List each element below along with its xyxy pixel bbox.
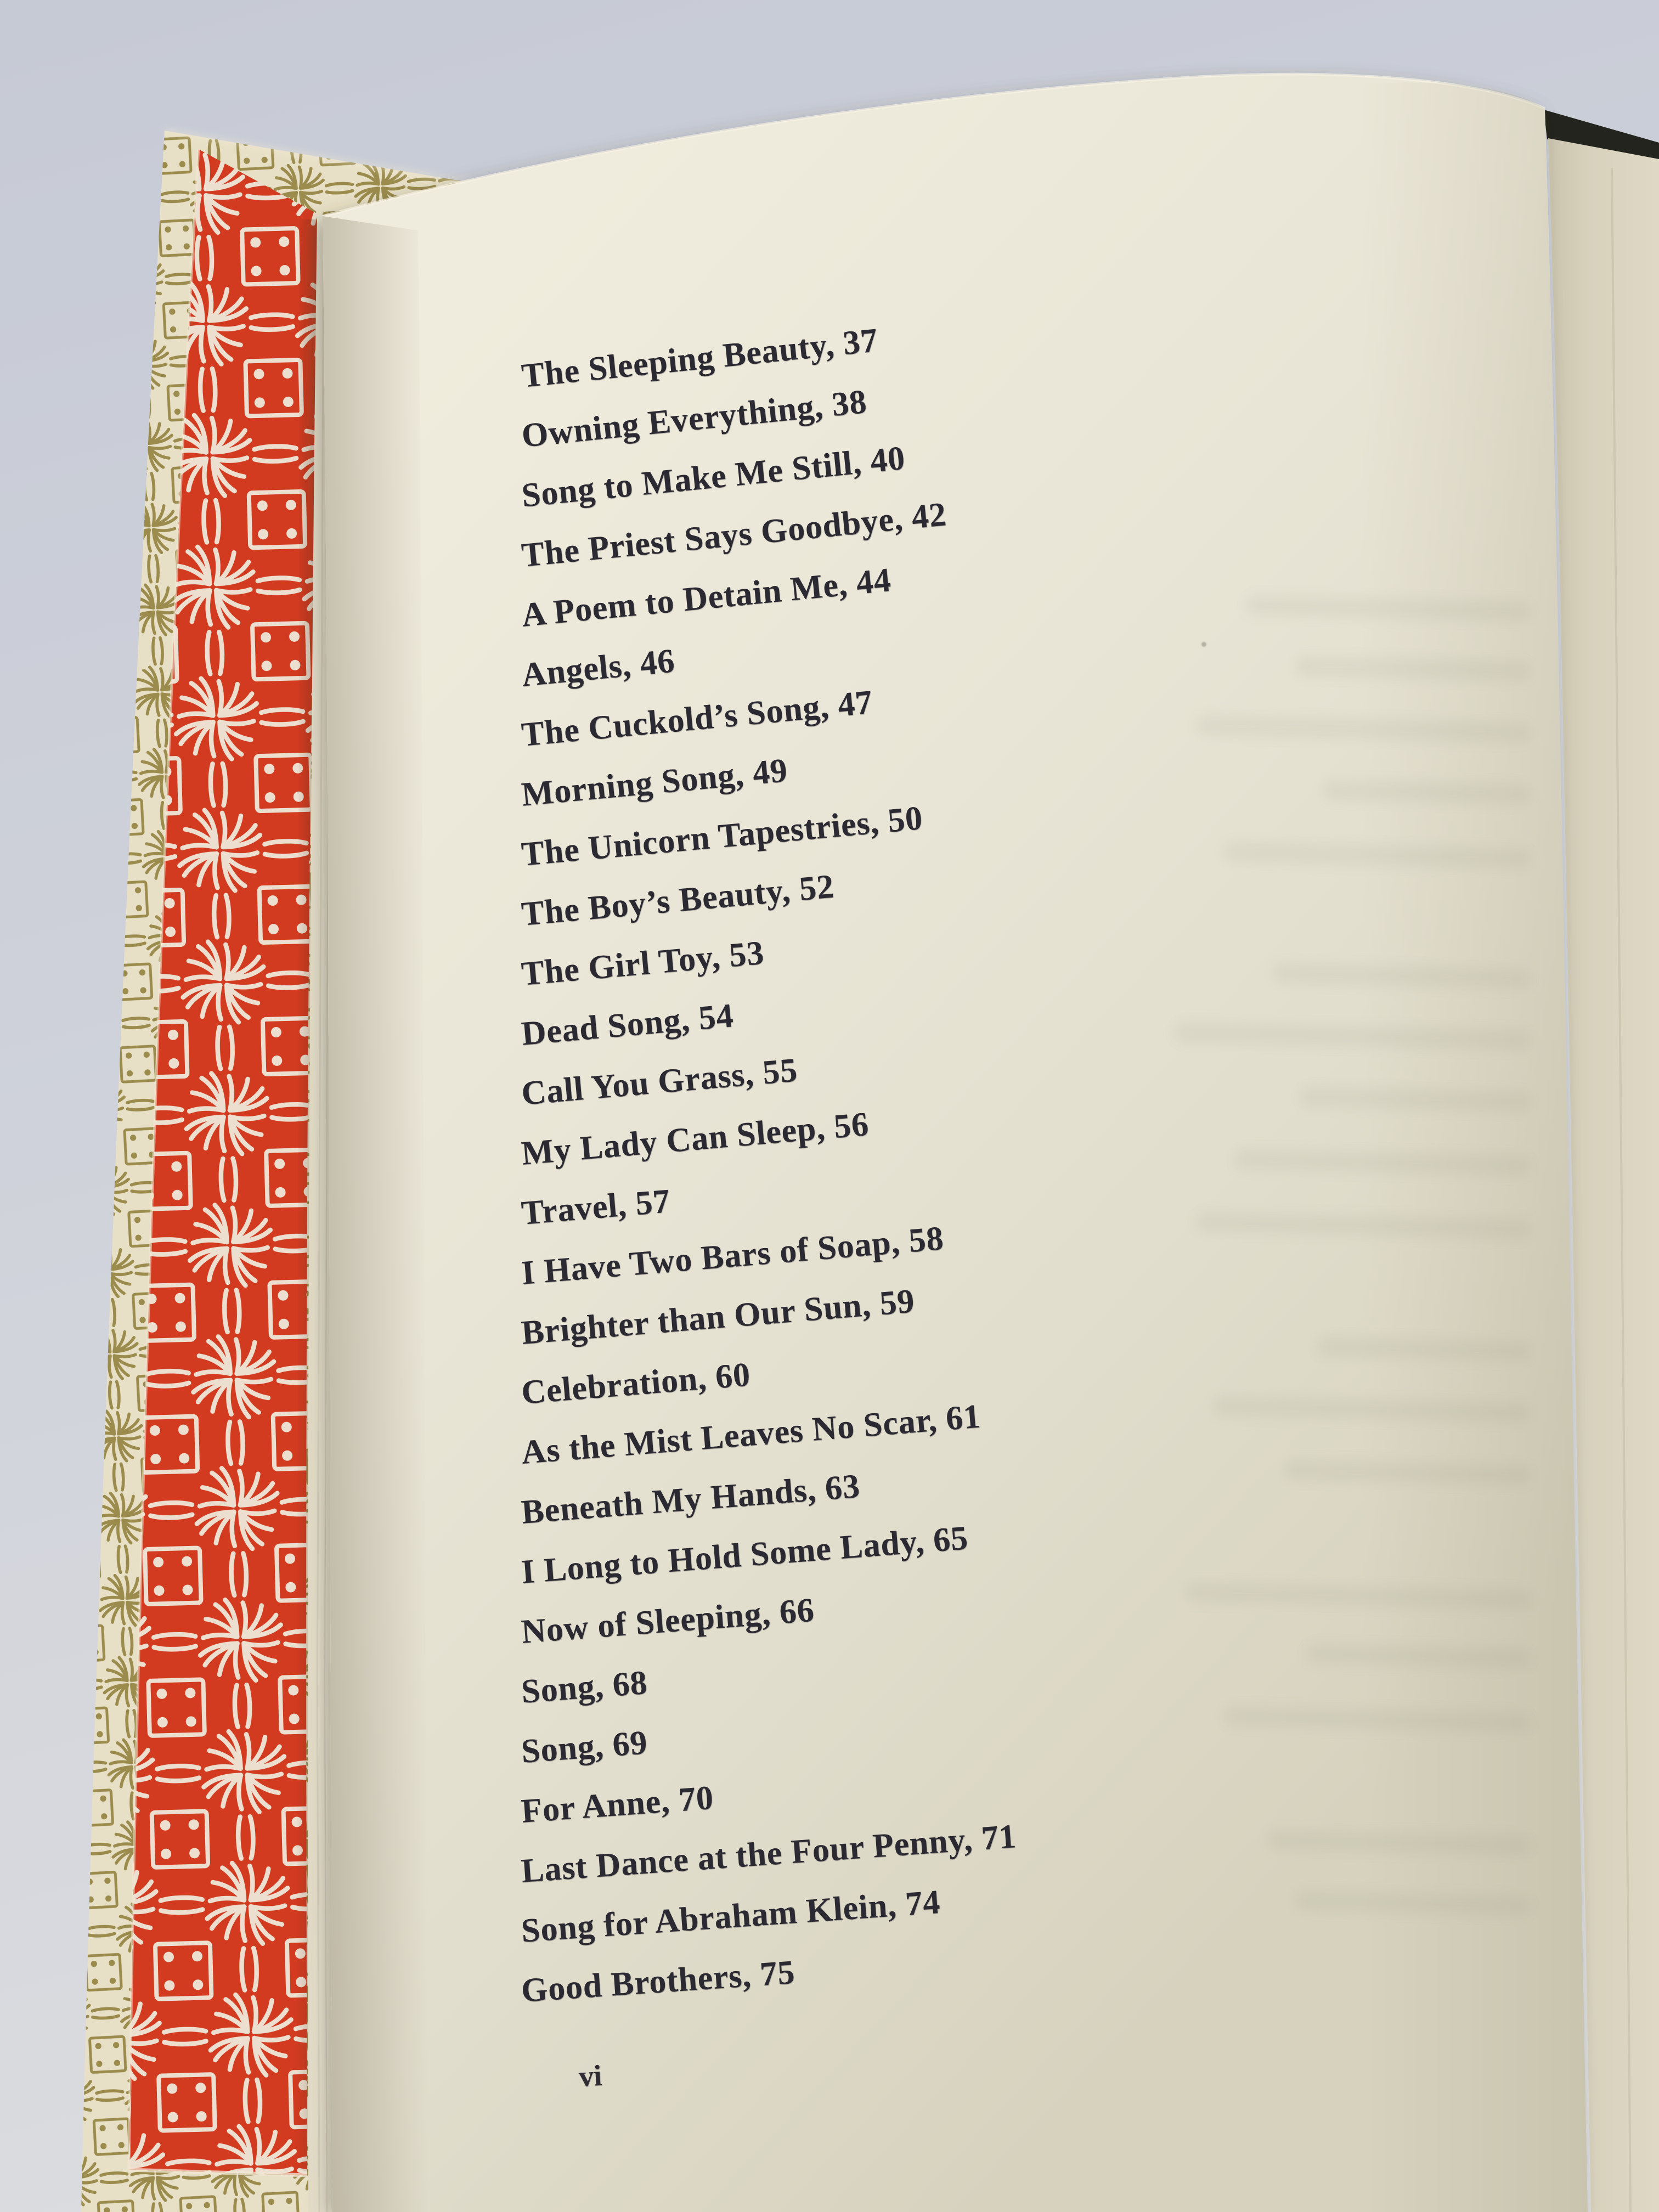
toc-entry: Song, 68 (520, 1663, 649, 1711)
toc-entry: I Long to Hold Some Lady, 65 (520, 1519, 970, 1591)
toc-entry: My Lady Can Sleep, 56 (520, 1105, 871, 1172)
toc-entry: The Priest Says Goodbye, 42 (520, 495, 949, 574)
toc-entry: Good Brothers, 75 (520, 1953, 797, 2010)
toc-entry: The Girl Toy, 53 (520, 934, 766, 993)
toc-entry: Travel, 57 (520, 1182, 672, 1232)
toc-entry: A Poem to Detain Me, 44 (520, 561, 893, 634)
toc-entry: The Cuckold’s Song, 47 (520, 683, 874, 754)
toc-entry: Last Dance at the Four Penny, 71 (520, 1818, 1018, 1890)
toc-entry: Song to Make Me Still, 40 (520, 439, 907, 515)
toc-entry: The Unicorn Tapestries, 50 (520, 799, 924, 873)
toc-entry: Celebration, 60 (520, 1356, 752, 1412)
toc-entry: Now of Sleeping, 66 (520, 1591, 816, 1651)
toc-entry: Beneath My Hands, 63 (520, 1467, 862, 1531)
toc-entry: As the Mist Leaves No Scar, 61 (520, 1397, 983, 1471)
toc-entry: Morning Song, 49 (520, 751, 789, 814)
toc-entry: Owning Everything, 38 (520, 382, 869, 455)
toc-entry: The Sleeping Beauty, 37 (520, 321, 880, 395)
toc-entry: Call You Grass, 55 (520, 1051, 799, 1113)
toc-entry: Song, 69 (520, 1724, 649, 1770)
toc-entry: Angels, 46 (520, 642, 677, 694)
toc-entry: The Boy’s Beauty, 52 (520, 867, 836, 933)
toc-entry: Song for Abraham Klein, 74 (520, 1883, 942, 1950)
page-number: vi (578, 2058, 603, 2094)
toc-entry: I Have Two Bars of Soap, 58 (520, 1220, 945, 1292)
toc-entry: Brighter than Our Sun, 59 (520, 1282, 916, 1352)
toc-entry: For Anne, 70 (520, 1779, 715, 1830)
toc-entry: Dead Song, 54 (520, 997, 735, 1053)
